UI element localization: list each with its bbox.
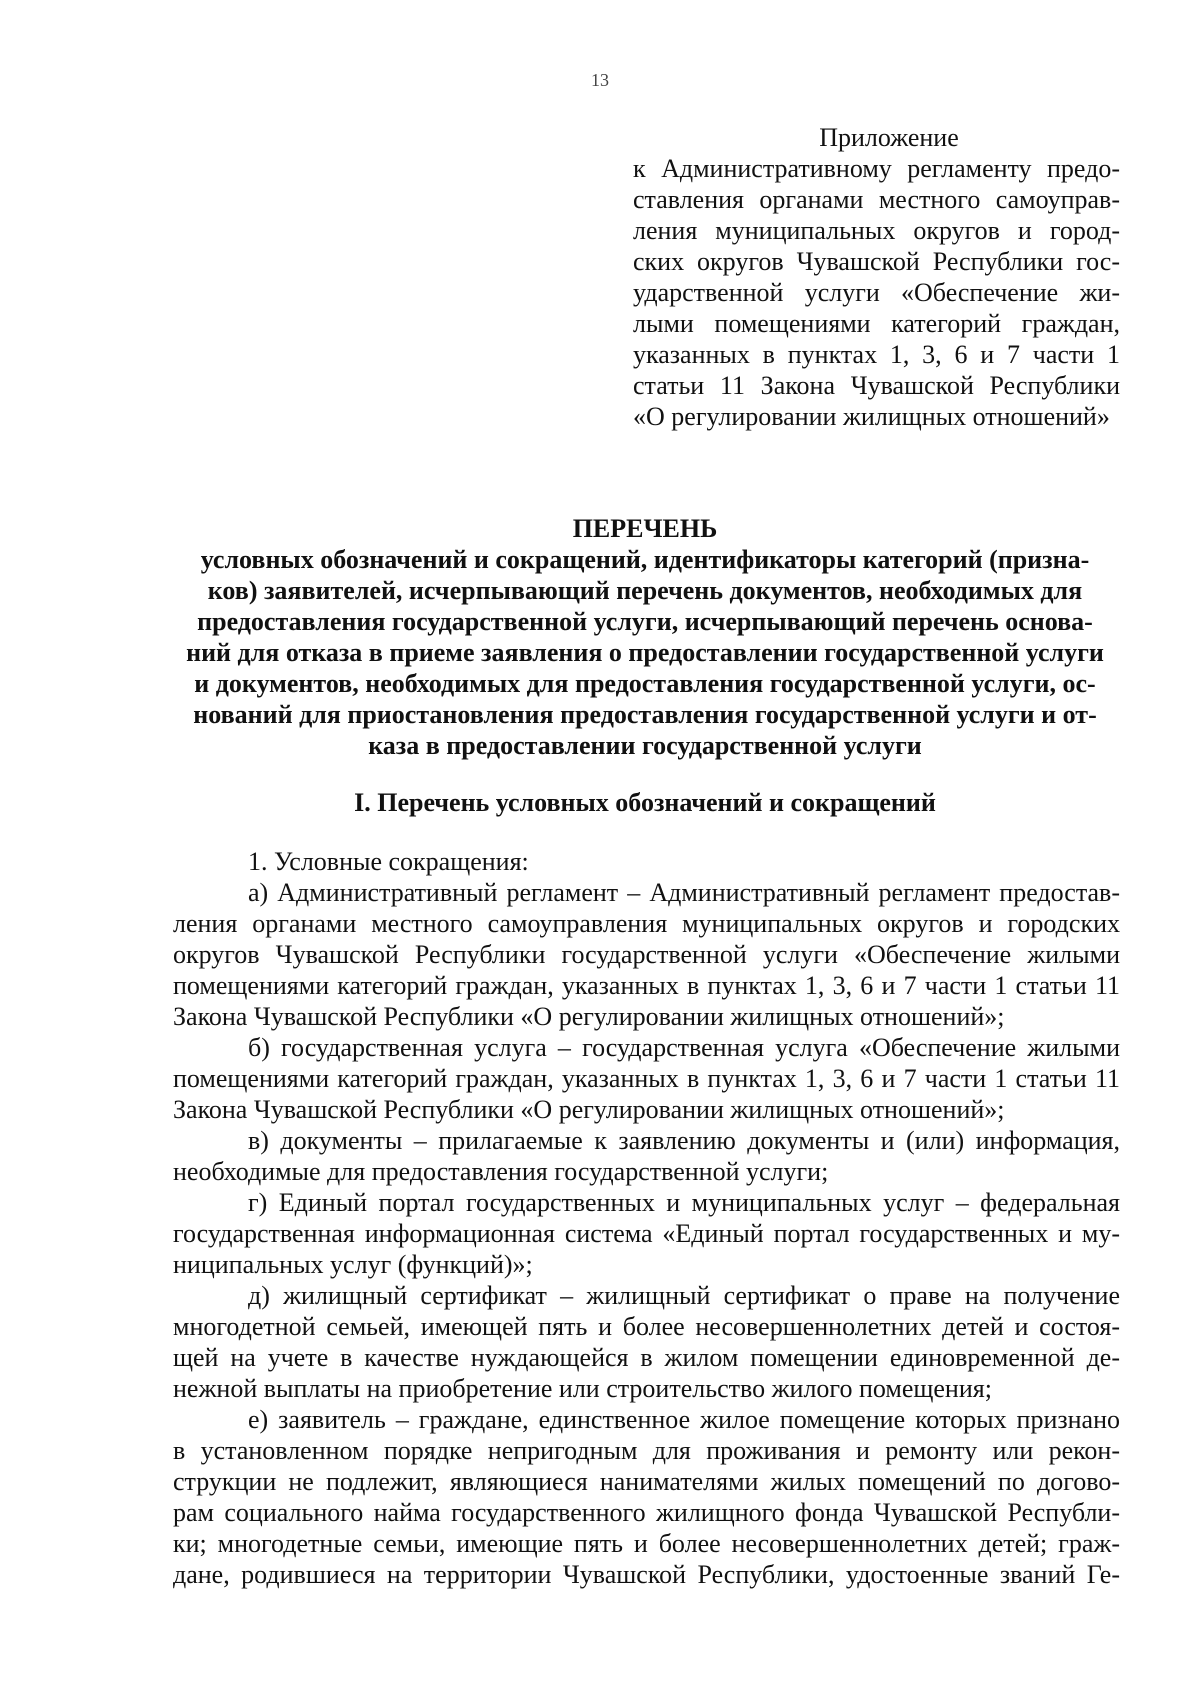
paragraph-line: помещениями категорий граждан, указанных в пунктах 1, 3, 6 и 7 части 1 статьи 11 <box>173 1064 1120 1093</box>
paragraph-v <box>173 1125 1120 1187</box>
appendix-title: Приложение <box>819 123 959 152</box>
paragraph-line: ниципальных услуг (функций)»; <box>173 1250 533 1279</box>
appendix-line: статьи 11 Закона Чувашской Республики <box>633 371 1120 400</box>
paragraph-line: нежной выплаты на приобретение или строительство жилого помещения; <box>173 1374 992 1403</box>
paragraph-line: рам социального найма государственного жилищного фонда Чувашской Республи- <box>173 1498 1120 1527</box>
appendix-line: к Административному регламенту предо- <box>633 154 1120 183</box>
appendix-line: указанных в пунктах 1, 3, 6 и 7 части 1 <box>633 340 1120 369</box>
paragraph-abbreviations <box>173 846 1120 877</box>
paragraph-line: ки; многодетные семьи, имеющие пять и более несовершеннолетних детей; граж- <box>173 1529 1120 1558</box>
paragraph-line: г) Единый портал государственных и муниципальных услуг – федеральная <box>248 1188 1120 1217</box>
document-subtitle-line: и документов, необходимых для предоставления государственной услуги, ос- <box>194 669 1096 698</box>
paragraph-line: государственная информационная система «Единый портал государственных и му- <box>173 1219 1120 1248</box>
paragraph-a <box>173 877 1120 1032</box>
paragraph-line: в) документы – прилагаемые к заявлению документы и (или) информация, <box>248 1126 1120 1155</box>
section-heading: I. Перечень условных обозначений и сокращений <box>354 788 936 817</box>
appendix-line: лыми помещениями категорий граждан, <box>633 309 1120 338</box>
document-subtitle-line: каза в предоставлении государственной услуги <box>368 731 922 760</box>
appendix-line: ударственной услуги «Обеспечение жи- <box>633 278 1120 307</box>
paragraph-line: помещениями категорий граждан, указанных в пунктах 1, 3, 6 и 7 части 1 статьи 11 <box>173 971 1120 1000</box>
paragraph-line: многодетной семьей, имеющей пять и более несовершеннолетних детей и состоя- <box>173 1312 1120 1341</box>
document-title: ПЕРЕЧЕНЬ <box>572 514 718 543</box>
page-number: 13 <box>591 70 609 90</box>
paragraph-line: ления органами местного самоуправления муниципальных округов и городских <box>173 909 1120 938</box>
paragraph-e <box>173 1404 1120 1590</box>
document-heading <box>170 513 1120 761</box>
paragraph-line: струкции не подлежит, являющиеся нанимателями жилых помещений по догово- <box>173 1467 1120 1496</box>
paragraph-g <box>173 1187 1120 1280</box>
appendix-line: «О регулировании жилищных отношений» <box>633 402 1110 431</box>
paragraph-line: щей на учете в качестве нуждающейся в жилом помещении единовременной де- <box>173 1343 1120 1372</box>
paragraph-line: в установленном порядке непригодным для проживания и ремонту или рекон- <box>173 1436 1120 1465</box>
document-subtitle-line: нований для приостановления предоставления государственной услуги и от- <box>193 700 1097 729</box>
paragraph-line: б) государственная услуга – государственная услуга «Обеспечение жилыми <box>248 1033 1120 1062</box>
paragraph-d <box>173 1280 1120 1404</box>
paragraph-b <box>173 1032 1120 1125</box>
appendix-line: ских округов Чувашской Республики гос- <box>633 247 1120 276</box>
appendix-line: ления муниципальных округов и город- <box>633 216 1120 245</box>
document-subtitle-line: условных обозначений и сокращений, идентификаторы категорий (призна- <box>200 545 1090 574</box>
paragraph-line: 1. Условные сокращения: <box>248 847 529 876</box>
paragraph-line: Закона Чувашской Республики «О регулировании жилищных отношений»; <box>173 1002 1005 1031</box>
appendix-line: ставления органами местного самоуправ- <box>633 185 1120 214</box>
document-subtitle-line: предоставления государственной услуги, исчерпывающий перечень основа- <box>197 607 1093 636</box>
paragraph-line: дане, родившиеся на территории Чувашской Республики, удостоенные званий Ге- <box>173 1560 1120 1589</box>
document-subtitle-line: ков) заявителей, исчерпывающий перечень документов, необходимых для <box>207 576 1083 605</box>
appendix-block <box>633 122 1120 432</box>
paragraph-line: Закона Чувашской Республики «О регулировании жилищных отношений»; <box>173 1095 1005 1124</box>
document-subtitle-line: ний для отказа в приеме заявления о предоставлении государственной услуги <box>186 638 1104 667</box>
paragraph-line: округов Чувашской Республики государственной услуги «Обеспечение жилыми <box>173 940 1120 969</box>
paragraph-line: необходимые для предоставления государственной услуги; <box>173 1157 829 1186</box>
paragraph-line: а) Административный регламент – Административный регламент предостав- <box>248 878 1120 907</box>
document-body <box>173 846 1120 1590</box>
paragraph-line: д) жилищный сертификат – жилищный сертификат о праве на получение <box>248 1281 1120 1310</box>
paragraph-line: е) заявитель – граждане, единственное жилое помещение которых признано <box>248 1405 1120 1434</box>
